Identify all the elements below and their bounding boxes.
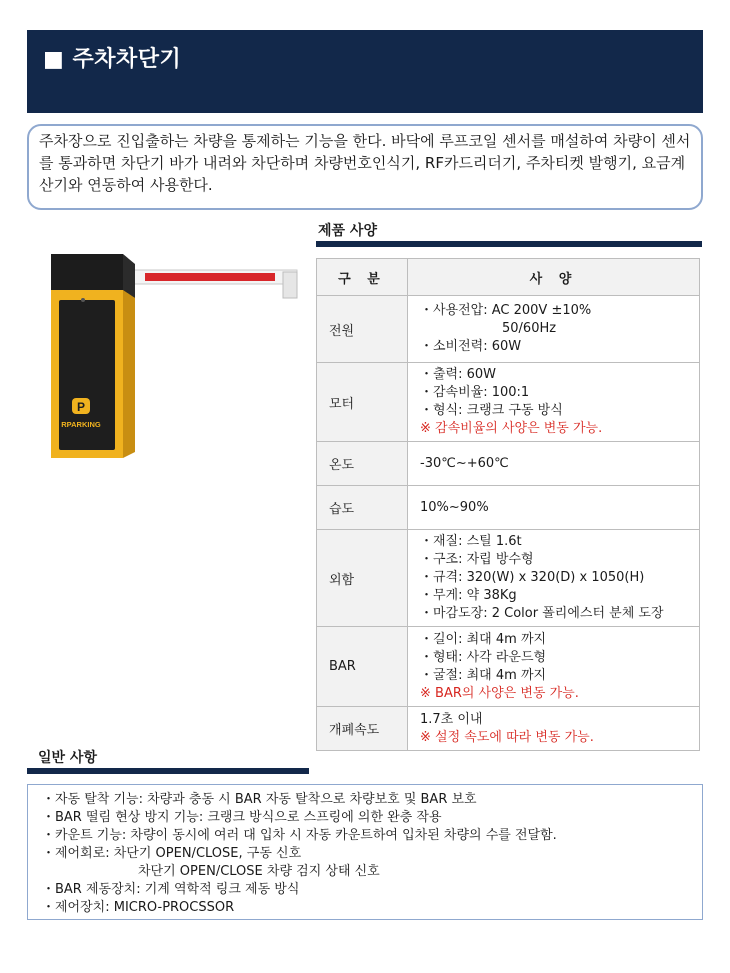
spec-line: ・출력: 60W xyxy=(420,367,497,382)
spec-section-rule xyxy=(316,241,702,247)
general-note: ・카운트 기능: 차량이 동시에 여러 대 입차 시 자동 카운트하여 입차된 차량의 수를 전달함. xyxy=(42,828,557,843)
spec-line: ・구조: 자립 방수형 xyxy=(420,552,534,567)
spec-line: ・사용전압: AC 200V ±10% xyxy=(420,303,592,318)
spec-row-bar xyxy=(317,627,700,707)
spec-line: ・굴절: 최대 4m 까지 xyxy=(420,667,547,683)
spec-line: 10%~90% xyxy=(420,499,489,515)
spec-line: ・형식: 크랭크 구동 방식 xyxy=(420,403,563,418)
logo-text: RPARKING xyxy=(61,420,101,429)
spec-key: 외함 xyxy=(317,530,408,627)
spec-line: ・규격: 320(W) x 320(D) x 1050(H) xyxy=(420,570,645,585)
spec-line: ・재질: 스틸 1.6t xyxy=(420,534,522,549)
spec-key: 모터 xyxy=(317,363,408,442)
spec-key: 전원 xyxy=(317,296,408,363)
general-note: ・제어장치: MICRO-PROCSSOR xyxy=(42,900,235,915)
spec-row-power xyxy=(317,296,700,363)
parking-barrier-image xyxy=(45,250,305,470)
spec-table xyxy=(316,258,700,751)
general-section-label: 일반 사항 xyxy=(38,750,97,766)
general-section-rule xyxy=(27,768,309,774)
spec-row-enclosure xyxy=(317,530,700,627)
general-note: ・BAR 떨림 현상 방지 기능: 크랭크 방식으로 스프링에 의한 완충 작용 xyxy=(42,810,442,825)
spec-header-key: 구 분 xyxy=(317,259,408,296)
spec-line: 50/60Hz xyxy=(502,321,557,336)
spec-line: ・길이: 최대 4m 까지 xyxy=(420,631,547,647)
spec-row-temperature xyxy=(317,442,700,486)
svg-text:P: P xyxy=(76,400,86,414)
intro-box xyxy=(27,124,703,210)
spec-note: ※ 감속비율의 사양은 변동 가능. xyxy=(420,421,603,436)
general-note: ・BAR 제동장치: 기계 역학적 링크 제동 방식 xyxy=(42,882,300,897)
spec-key: 개폐속도 xyxy=(317,707,408,751)
spec-row-motor xyxy=(317,363,700,442)
spec-section-label: 제품 사양 xyxy=(318,223,377,239)
intro-text: 주차장으로 진입출하는 차량을 통제하는 기능을 한다. 바닥에 루프코일 센서를 매설하여 차량이 센서를 통과하면 차단기 바가 내려와 차단하며 차량번호인식기, RF카드리더기, 주차티켓 발행기, 요금계산기와 연동하여 사용한다. xyxy=(39,132,691,194)
spec-line: ・무게: 약 38Kg xyxy=(420,588,517,603)
spec-line: 1.7초 이내 xyxy=(420,711,483,727)
spec-row-humidity xyxy=(317,486,700,530)
spec-line: ・소비전력: 60W xyxy=(420,339,522,354)
general-note: 차단기 OPEN/CLOSE 차량 검지 상태 신호 xyxy=(138,864,380,879)
spec-line: ・마감도장: 2 Color 폴리에스터 분체 도장 xyxy=(420,606,664,621)
spec-key: 습도 xyxy=(317,486,408,530)
general-note: ・제어회로: 차단기 OPEN/CLOSE, 구동 신호 xyxy=(42,846,302,861)
spec-note: ※ 설정 속도에 따라 변동 가능. xyxy=(420,729,594,745)
page-header xyxy=(27,30,703,113)
page-title: ■ 주차차단기 xyxy=(43,47,182,72)
spec-key: 온도 xyxy=(317,442,408,486)
spec-row-speed xyxy=(317,707,700,751)
spec-header-value: 사 양 xyxy=(408,259,700,296)
spec-line: ・형태: 사각 라운드형 xyxy=(420,649,547,665)
general-notes-box xyxy=(27,784,703,920)
spec-note: ※ BAR의 사양은 변동 가능. xyxy=(420,685,579,701)
general-note: ・자동 탈착 기능: 차량과 충동 시 BAR 자동 탈착으로 차량보호 및 BAR 보호 xyxy=(42,792,477,807)
spec-key: BAR xyxy=(317,627,408,707)
spec-line: ・감속비율: 100:1 xyxy=(420,385,530,400)
spec-line: -30℃~+60℃ xyxy=(420,455,509,471)
spec-header-row xyxy=(317,259,700,296)
